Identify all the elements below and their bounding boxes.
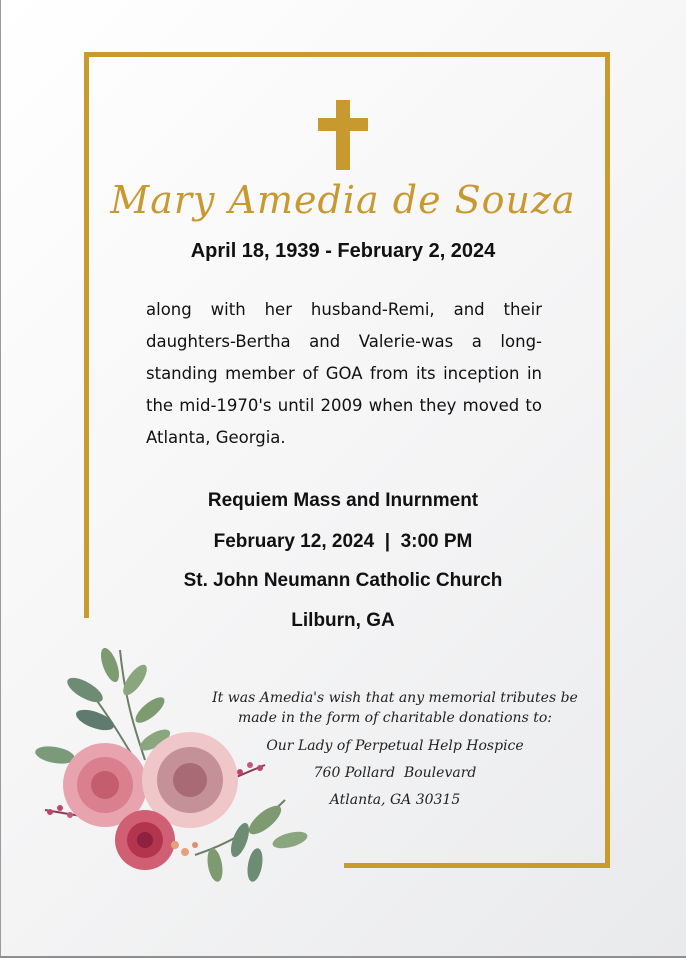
gold-frame-right [605, 52, 610, 868]
charity-name: Our Lady of Perpetual Help Hospice [266, 738, 524, 754]
memorial-line-1: It was Amedia's wish that any memorial tributes be [212, 690, 578, 706]
gold-frame-left [84, 52, 89, 618]
cross-icon [318, 100, 368, 170]
floral-bouquet-icon [25, 640, 335, 900]
deceased-name: Mary Amedia de Souza [110, 178, 576, 222]
gold-frame-bottom [344, 863, 610, 868]
charity-street: 760 Pollard Boulevard [313, 765, 477, 781]
service-venue: St. John Neumann Catholic Church [183, 570, 503, 591]
life-dates: April 18, 1939 - February 2, 2024 [190, 240, 496, 262]
biography-text: along with her husband-Remi, and their daughters-Bertha and Valerie-was a long-standing member of GOA from its inception in the mid-1970's until 2009 when they moved to Atlanta, Georgia. [146, 300, 542, 447]
gold-frame-top [84, 52, 610, 57]
service-datetime: February 12, 2024 | 3:00 PM [213, 531, 473, 552]
service-title: Requiem Mass and Inurnment [207, 490, 479, 511]
charity-city: Atlanta, GA 30315 [329, 792, 461, 808]
memorial-line-2: made in the form of charitable donations to: [238, 710, 552, 726]
service-location: Lilburn, GA [291, 610, 395, 631]
card-left-edge [0, 0, 1, 958]
